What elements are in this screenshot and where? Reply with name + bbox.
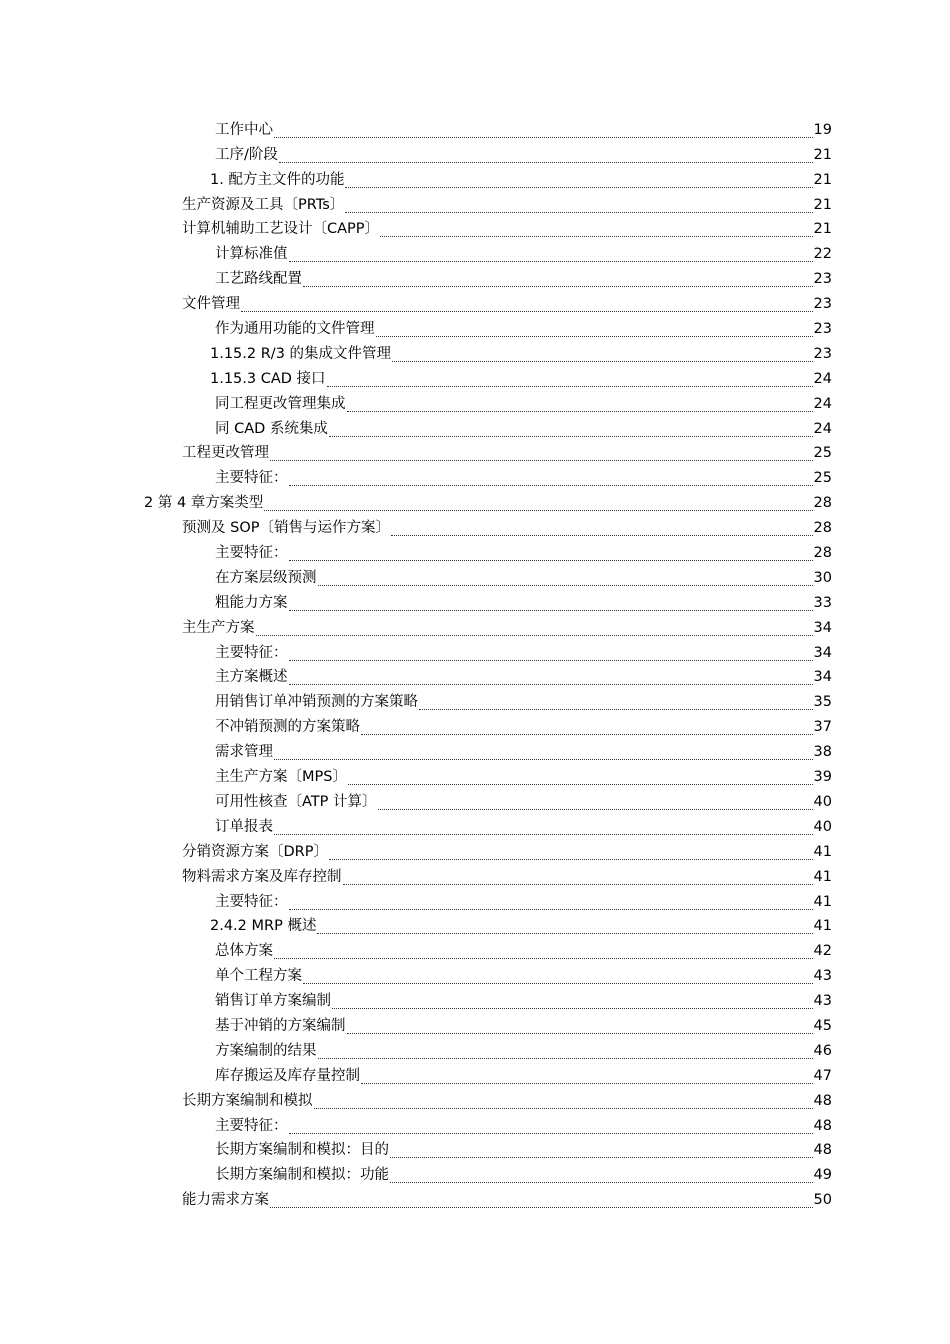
toc-entry-title: 作为通用功能的文件管理 xyxy=(215,321,375,338)
toc-dot-leader xyxy=(317,917,812,934)
toc-dot-leader xyxy=(274,818,813,835)
toc-entry[interactable] xyxy=(0,341,832,366)
toc-entry[interactable] xyxy=(0,889,832,914)
toc-dot-leader xyxy=(361,718,813,735)
toc-dot-leader xyxy=(270,444,813,461)
toc-entry[interactable] xyxy=(0,864,832,889)
toc-entry[interactable] xyxy=(0,1013,832,1038)
toc-entry-page-number: 43 xyxy=(813,968,832,985)
toc-entry-title: 文件管理 xyxy=(182,296,240,313)
toc-dot-leader xyxy=(270,1191,813,1208)
toc-entry-page-number: 39 xyxy=(813,769,832,786)
toc-entry-page-number: 34 xyxy=(813,644,832,661)
toc-dot-leader xyxy=(318,1042,813,1059)
toc-entry-title: 预测及 SOP〔销售与运作方案〕 xyxy=(182,520,390,537)
toc-entry-title: 工序/阶段 xyxy=(215,146,278,163)
toc-entry-title: 同 CAD 系统集成 xyxy=(215,420,328,437)
toc-dot-leader xyxy=(289,668,813,685)
toc-dot-leader xyxy=(347,395,813,412)
toc-entry-page-number: 24 xyxy=(813,370,832,387)
toc-dot-leader xyxy=(303,270,813,287)
toc-dot-leader xyxy=(347,1017,813,1034)
toc-entry-page-number: 35 xyxy=(813,694,832,711)
toc-entry-title: 需求管理 xyxy=(215,744,273,761)
toc-entry[interactable] xyxy=(0,465,832,490)
toc-entry-title: 工作中心 xyxy=(215,121,273,138)
toc-entry-title: 1. 配方主文件的功能 xyxy=(210,171,345,188)
toc-entry-title: 能力需求方案 xyxy=(182,1192,269,1209)
toc-entry[interactable] xyxy=(0,565,832,590)
toc-entry-page-number: 21 xyxy=(813,146,832,163)
toc-entry-page-number: 40 xyxy=(813,793,832,810)
toc-entry-page-number: 34 xyxy=(813,619,832,636)
toc-dot-leader xyxy=(274,121,813,138)
toc-entry-page-number: 25 xyxy=(813,445,832,462)
toc-entry-title: 工程更改管理 xyxy=(182,445,269,462)
toc-dot-leader xyxy=(303,967,813,984)
toc-dot-leader xyxy=(345,196,812,213)
toc-entry-page-number: 30 xyxy=(813,569,832,586)
toc-entry-title: 工艺路线配置 xyxy=(215,271,302,288)
toc-dot-leader xyxy=(361,1067,813,1084)
toc-entry-title: 主要特征： xyxy=(215,1117,288,1134)
toc-entry[interactable] xyxy=(0,416,832,441)
toc-entry-title: 粗能力方案 xyxy=(215,594,288,611)
toc-dot-leader xyxy=(289,245,813,262)
toc-entry[interactable] xyxy=(0,914,832,939)
toc-entry[interactable] xyxy=(0,1162,832,1187)
toc-dot-leader xyxy=(327,370,813,387)
toc-entry-page-number: 22 xyxy=(813,246,832,263)
toc-dot-leader xyxy=(289,1117,813,1134)
toc-entry-page-number: 28 xyxy=(813,545,832,562)
toc-entry[interactable] xyxy=(0,814,832,839)
table-of-contents xyxy=(0,117,950,1212)
toc-dot-leader xyxy=(314,1092,813,1109)
toc-entry-page-number: 42 xyxy=(813,943,832,960)
toc-entry[interactable] xyxy=(0,839,832,864)
toc-dot-leader xyxy=(289,644,813,661)
toc-entry-title: 基于冲销的方案编制 xyxy=(215,1017,346,1034)
toc-entry-title: 长期方案编制和模拟：目的 xyxy=(215,1142,389,1159)
toc-entry-title: 物料需求方案及库存控制 xyxy=(182,868,342,885)
toc-entry[interactable] xyxy=(0,789,832,814)
toc-entry-page-number: 28 xyxy=(813,520,832,537)
toc-entry-page-number: 33 xyxy=(813,594,832,611)
toc-entry[interactable] xyxy=(0,1038,832,1063)
toc-entry-page-number: 41 xyxy=(813,918,832,935)
toc-entry-title: 主要特征： xyxy=(215,545,288,562)
toc-entry-page-number: 45 xyxy=(813,1017,832,1034)
toc-entry[interactable] xyxy=(0,1187,832,1212)
toc-dot-leader xyxy=(391,519,813,536)
toc-entry-page-number: 43 xyxy=(813,993,832,1010)
toc-entry[interactable] xyxy=(0,117,832,142)
toc-entry[interactable] xyxy=(0,1088,832,1113)
toc-dot-leader xyxy=(419,693,813,710)
toc-entry[interactable] xyxy=(0,665,832,690)
toc-entry[interactable] xyxy=(0,142,832,167)
toc-entry-page-number: 48 xyxy=(813,1117,832,1134)
toc-dot-leader xyxy=(289,893,813,910)
toc-entry-page-number: 25 xyxy=(813,470,832,487)
toc-entry-title: 2 第 4 章方案类型 xyxy=(144,495,264,512)
toc-entry-title: 主方案概述 xyxy=(215,669,288,686)
toc-dot-leader xyxy=(380,220,813,237)
toc-entry[interactable] xyxy=(0,1063,832,1088)
toc-entry[interactable] xyxy=(0,391,832,416)
toc-entry-title: 不冲销预测的方案策略 xyxy=(215,719,360,736)
toc-entry-page-number: 41 xyxy=(813,868,832,885)
toc-entry[interactable] xyxy=(0,441,832,466)
toc-entry-page-number: 23 xyxy=(813,321,832,338)
toc-entry-title: 主要特征： xyxy=(215,893,288,910)
toc-entry-title: 同工程更改管理集成 xyxy=(215,395,346,412)
toc-entry-page-number: 48 xyxy=(813,1142,832,1159)
toc-entry[interactable] xyxy=(0,640,832,665)
toc-entry-title: 可用性核查〔ATP 计算〕 xyxy=(215,793,377,810)
toc-entry[interactable] xyxy=(0,988,832,1013)
toc-entry-page-number: 21 xyxy=(813,221,832,238)
toc-entry-title: 计算标准值 xyxy=(215,246,288,263)
toc-dot-leader xyxy=(264,494,812,511)
toc-dot-leader xyxy=(274,743,813,760)
toc-entry[interactable] xyxy=(0,739,832,764)
toc-entry-title: 分销资源方案〔DRP〕 xyxy=(182,843,328,860)
toc-entry[interactable] xyxy=(0,615,832,640)
toc-entry[interactable] xyxy=(0,316,832,341)
toc-entry-title: 订单报表 xyxy=(215,818,273,835)
toc-entry-title: 1.15.2 R/3 的集成文件管理 xyxy=(210,345,392,362)
toc-entry[interactable] xyxy=(0,540,832,565)
toc-entry[interactable] xyxy=(0,714,832,739)
toc-entry-page-number: 34 xyxy=(813,669,832,686)
toc-entry[interactable] xyxy=(0,366,832,391)
toc-entry[interactable] xyxy=(0,266,832,291)
toc-entry-page-number: 50 xyxy=(813,1192,832,1209)
toc-entry[interactable] xyxy=(0,689,832,714)
toc-entry-title: 主生产方案 xyxy=(182,619,255,636)
toc-entry-title: 在方案层级预测 xyxy=(215,569,317,586)
toc-entry-page-number: 21 xyxy=(813,171,832,188)
toc-dot-leader xyxy=(274,942,813,959)
toc-entry[interactable] xyxy=(0,764,832,789)
toc-dot-leader xyxy=(348,768,813,785)
toc-entry-page-number: 47 xyxy=(813,1067,832,1084)
toc-entry-page-number: 24 xyxy=(813,395,832,412)
toc-entry-title: 长期方案编制和模拟 xyxy=(182,1092,313,1109)
toc-entry-page-number: 21 xyxy=(813,196,832,213)
toc-entry[interactable] xyxy=(0,938,832,963)
toc-entry[interactable] xyxy=(0,590,832,615)
toc-entry[interactable] xyxy=(0,192,832,217)
toc-dot-leader xyxy=(332,992,813,1009)
toc-entry-page-number: 46 xyxy=(813,1042,832,1059)
toc-entry-page-number: 48 xyxy=(813,1092,832,1109)
toc-dot-leader xyxy=(343,868,813,885)
toc-dot-leader xyxy=(241,295,813,312)
toc-entry-page-number: 19 xyxy=(813,121,832,138)
toc-entry-title: 主要特征： xyxy=(215,644,288,661)
toc-entry[interactable] xyxy=(0,1113,832,1138)
toc-entry-title: 主生产方案〔MPS〕 xyxy=(215,769,347,786)
toc-entry-title: 总体方案 xyxy=(215,943,273,960)
toc-entry-page-number: 41 xyxy=(813,893,832,910)
toc-dot-leader xyxy=(376,320,813,337)
toc-entry-title: 1.15.3 CAD 接口 xyxy=(210,370,326,387)
toc-entry[interactable] xyxy=(0,217,832,242)
toc-entry[interactable] xyxy=(0,241,832,266)
toc-entry-title: 主要特征： xyxy=(215,470,288,487)
toc-dot-leader xyxy=(289,594,813,611)
toc-entry-title: 生产资源及工具〔PRTs〕 xyxy=(182,196,345,213)
toc-dot-leader xyxy=(289,469,813,486)
toc-entry[interactable] xyxy=(0,515,832,540)
toc-dot-leader xyxy=(279,146,813,163)
toc-dot-leader xyxy=(318,569,813,586)
toc-dot-leader xyxy=(390,1166,813,1183)
toc-dot-leader xyxy=(329,843,813,860)
toc-entry[interactable] xyxy=(0,167,832,192)
toc-entry-title: 长期方案编制和模拟：功能 xyxy=(215,1167,389,1184)
toc-entry-page-number: 37 xyxy=(813,719,832,736)
toc-entry-title: 计算机辅助工艺设计〔CAPP〕 xyxy=(182,221,380,238)
toc-entry[interactable] xyxy=(0,291,832,316)
toc-dot-leader xyxy=(378,793,813,810)
toc-entry-page-number: 28 xyxy=(813,495,832,512)
toc-dot-leader xyxy=(345,171,812,188)
toc-entry-page-number: 40 xyxy=(813,818,832,835)
toc-entry-page-number: 23 xyxy=(813,345,832,362)
toc-entry-page-number: 38 xyxy=(813,744,832,761)
toc-entry[interactable] xyxy=(0,963,832,988)
toc-entry-page-number: 24 xyxy=(813,420,832,437)
toc-entry[interactable] xyxy=(0,490,832,515)
toc-entry-page-number: 41 xyxy=(813,843,832,860)
toc-dot-leader xyxy=(289,544,813,561)
toc-entry-page-number: 23 xyxy=(813,271,832,288)
toc-entry-title: 用销售订单冲销预测的方案策略 xyxy=(215,694,418,711)
toc-entry-page-number: 49 xyxy=(813,1167,832,1184)
toc-entry-title: 单个工程方案 xyxy=(215,968,302,985)
toc-dot-leader xyxy=(392,345,813,362)
toc-entry-title: 销售订单方案编制 xyxy=(215,993,331,1010)
toc-dot-leader xyxy=(256,619,813,636)
toc-entry[interactable] xyxy=(0,1138,832,1163)
toc-dot-leader xyxy=(390,1141,813,1158)
toc-entry-title: 库存搬运及库存量控制 xyxy=(215,1067,360,1084)
toc-entry-title: 方案编制的结果 xyxy=(215,1042,317,1059)
toc-entry-page-number: 23 xyxy=(813,296,832,313)
toc-dot-leader xyxy=(329,420,813,437)
toc-entry-title: 2.4.2 MRP 概述 xyxy=(210,918,317,935)
